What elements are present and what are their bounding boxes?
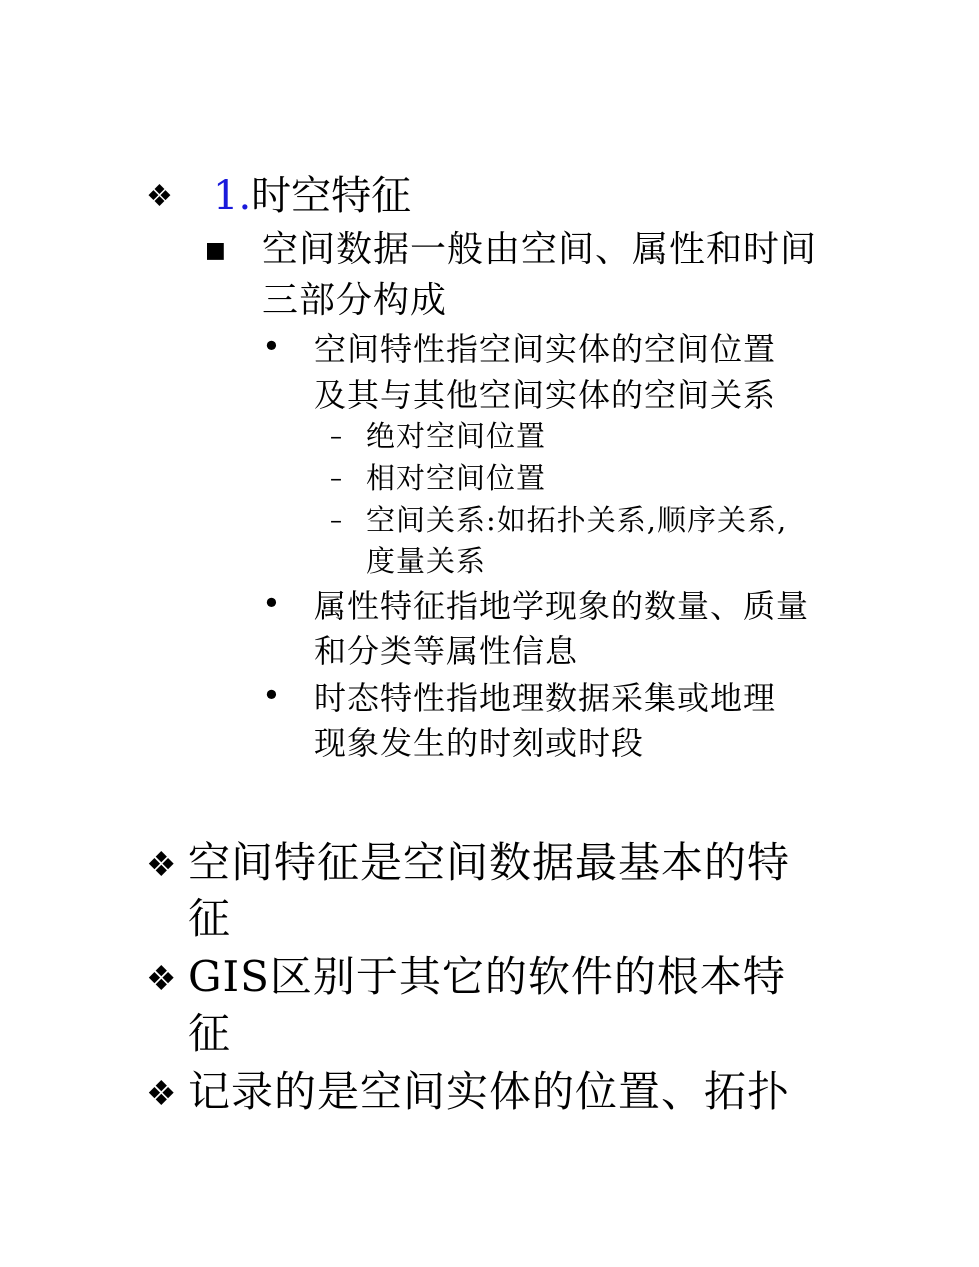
section-title: 时空特征	[251, 173, 412, 219]
level3-text-line: 属性特征指地学现象的数量、质量	[314, 587, 810, 625]
level4-text-line: 度量关系	[366, 544, 487, 578]
section-number: 1.	[213, 173, 252, 219]
diamond-icon: ❖	[146, 1074, 177, 1114]
diamond-icon: ❖	[146, 959, 177, 999]
diamond-icon: ❖	[146, 845, 177, 885]
section-heading	[213, 173, 412, 219]
bottom-text-line: GIS区别于其它的软件的根本特	[188, 952, 786, 1001]
level3-text-line: 时态特性指地理数据采集或地理	[314, 679, 777, 717]
dash-bullet-icon: –	[330, 464, 342, 492]
level4-text-line: 绝对空间位置	[366, 419, 547, 453]
level4-text-line: 空间关系:如拓扑关系,顺序关系,	[366, 503, 788, 537]
dot-bullet-icon: •	[262, 584, 281, 622]
dash-bullet-icon: –	[330, 422, 342, 450]
square-bullet-icon: ■	[205, 238, 226, 263]
level3-text-line: 现象发生的时刻或时段	[314, 724, 645, 762]
level3-text-line: 及其与其他空间实体的空间关系	[314, 376, 777, 414]
dash-bullet-icon: –	[330, 506, 342, 534]
level4-text-line: 相对空间位置	[366, 461, 547, 495]
level2-text-line: 三部分构成	[262, 280, 448, 321]
level2-text-line: 空间数据一般由空间、属性和时间	[262, 229, 818, 270]
dot-bullet-icon: •	[262, 676, 281, 714]
diamond-icon: ❖	[146, 179, 173, 214]
dot-bullet-icon: •	[262, 327, 281, 365]
level3-text-line: 和分类等属性信息	[314, 632, 579, 670]
bottom-text-line: 空间特征是空间数据最基本的特	[188, 838, 791, 887]
bottom-text-line: 记录的是空间实体的位置、拓扑	[188, 1067, 791, 1116]
bottom-text-line: 征	[188, 1009, 232, 1058]
level3-text-line: 空间特性指空间实体的空间位置	[314, 330, 777, 368]
bottom-text-line: 征	[188, 894, 232, 943]
